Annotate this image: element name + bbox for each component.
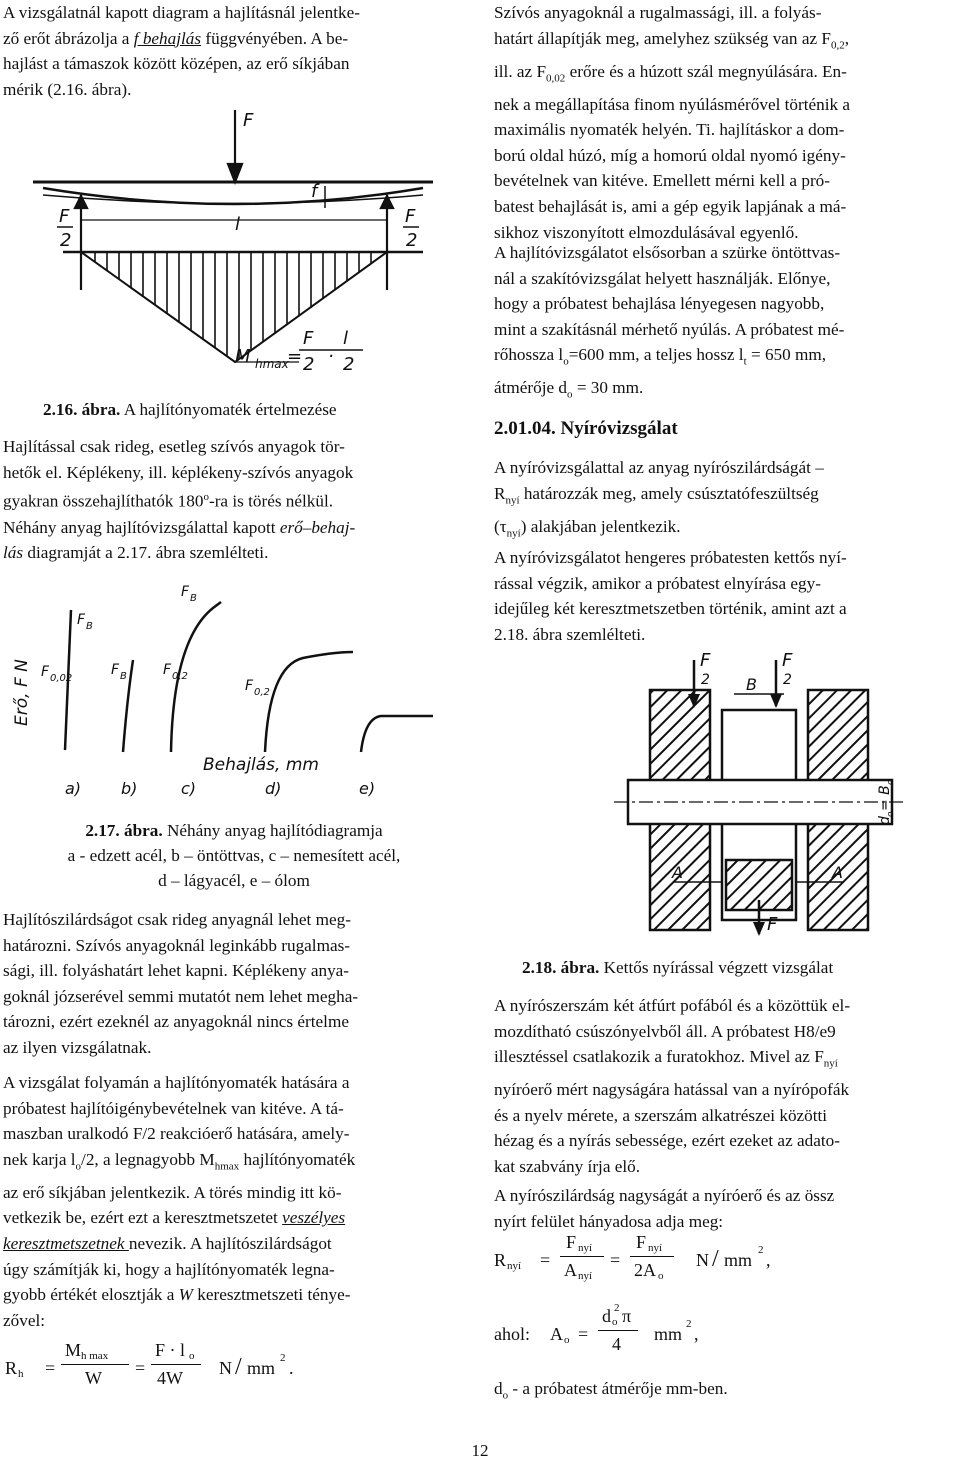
svg-text:B: B (190, 593, 197, 604)
svg-text:F: F (700, 650, 711, 671)
shear-strength-formula: R nyí = F nyí A nyí = F nyí 2A o N / mm 2 , (494, 1232, 771, 1282)
f-behajlas-term: f behajlás (133, 28, 202, 48)
intro-paragraph: A vizsgálatnál kapott diagram a hajlításnál jelentke- ző erőt ábrázolja a f behajlás függvényében. A be- hajlást a támaszok között középen, az erő síkjában mérik (2.16. ábra). (3, 3, 360, 99)
fig16-caption: 2.16. ábra. A hajlítónyomaték értelmezése (43, 400, 337, 419)
page-number: 12 (471, 1441, 489, 1460)
svg-text:o: o (886, 779, 896, 785)
section-heading: 2.01.04. Nyíróvizsgálat (494, 418, 678, 439)
paragraph-cast-iron: A hajlítóvizsgálatot elsősorban a szürke öntöttvas- nál a szakítóvizsgálat helyett használják. Előnye, hogy a próbatest behajlása lényegesen nagyobb, mint a szakításnál mérhető nyúlás. A próbatest mé- rőhossza $l_o=600$ mm, a teljes hossz $l_t = 650$ mm, átmérője $d_o = 30$ mm. (494, 243, 845, 401)
diameter-note: $d_o$ - a próbatest átmérője mm-ben. (494, 1379, 728, 1402)
paragraph-bending-materials: Hajlítással csak rideg, esetleg szívós anyagok tör- hetők el. Képlékeny, ill. képlékeny-szívós anyagok gyakran összehajlíthatók 180$^o$-ra is törés nélkül. Néhány anyag hajlítóvizsgálattal kapott erő–behaj- lás diagramját a 2.17. ábra szemlélteti. (3, 437, 356, 563)
fig18-caption: 2.18. ábra. Kettős nyírással végzett vizsgálat (522, 958, 834, 977)
svg-text:A: A (672, 863, 683, 882)
svg-text:A: A (832, 863, 843, 882)
paragraph-tough-materials: Szívós anyagoknál a rugalmassági, ill. a folyás- határt állapítják meg, amelyhez szükség van az $F_{0,2}$, ill. az $F_{0,02}$ erőre és a húzott szál megnyúlására. En- nek a megállapítása finom nyúlásmérővel történik a maximális nyomaték helyén. Ti. hajlításkor a dom- ború oldal húzó, míg a homorú oldal nyomó igény- bevételnek van kitéve. Emellett mérni kell a pró- batest behajlását is, ami a gép egyik lapjának a má- sikhoz viszonyított elmozdulásával egyenlő. (494, 3, 851, 242)
svg-text:·: · (328, 346, 334, 367)
curve-label-b: b) (121, 779, 138, 798)
svg-text:F: F (303, 328, 314, 349)
width-label: B (746, 675, 757, 694)
svg-text:B: B (86, 621, 93, 632)
svg-text:l: l (343, 328, 349, 349)
svg-text:2: 2 (303, 354, 315, 375)
bending-diagrams-figure (3, 580, 465, 810)
svg-text:F: F (767, 914, 778, 935)
curve-label-c: c) (181, 779, 197, 798)
svg-text:d: d (877, 816, 893, 825)
svg-text:F: F (782, 650, 793, 671)
x-axis-label: Behajlás, mm (203, 755, 319, 775)
paragraph-double-shear: A nyíróvizsgálatot hengeres próbatesten kettős nyí- rással végzik, amikor a próbatest elnyírása egy- idejűleg két keresztmetszetben történik, amint azt a 2.18. ábra szemlélteti. (494, 548, 847, 644)
svg-text:F: F (111, 662, 120, 678)
svg-text:F: F (59, 206, 70, 227)
svg-text:B: B (120, 671, 127, 682)
svg-text:F: F (163, 662, 172, 678)
svg-text:0,2: 0,2 (172, 671, 188, 682)
svg-text:0,2: 0,2 (254, 687, 270, 698)
svg-text:hmax: hmax (255, 357, 289, 371)
double-shear-figure (494, 650, 956, 940)
y-axis-label: Erő, F N (12, 659, 32, 726)
moment-label: M (235, 346, 251, 367)
fig17-caption: 2.17. ábra. Néhány anyag hajlítódiagramja a - edzett acél, b – öntöttvas, c – nemesített acél, d – lágyacél, e – ólom (67, 821, 401, 890)
paragraph-bending-strength: Hajlítószilárdságot csak rideg anyagnál lehet meg- határozni. Szívós anyagoknál leginkább rugalmas- sági, ill. folyáshatárt lehet kapni. Képlékeny anya- goknál józserével semmi mutatót nem lehet megha- tározni, ezért ezeknél az anyagoknál nincs értelme az ilyen vizsgálatnak. (3, 910, 359, 1057)
svg-text:0,02: 0,02 (50, 673, 73, 684)
bending-strength-formula: R h = M h max W = F · l o 4W N / mm 2 . (5, 1340, 294, 1388)
svg-text:=: = (287, 346, 303, 367)
svg-text:2: 2 (406, 230, 418, 251)
force-label: F (243, 110, 254, 131)
svg-text:F: F (181, 584, 190, 600)
paragraph-shear-strength: A nyírószilárdság nagyságát a nyíróerő és az össz nyírt felület hányadosa adja meg: (494, 1186, 835, 1231)
area-formula: ahol: A o = d o 2 π 4 mm 2 , (494, 1302, 699, 1354)
paragraph-shear-intro: A nyíróvizsgálattal az anyag nyírószilárdságát – $R_{nyí}$ határozzák meg, amely csúsztatófeszültség $(\tau_{nyí})$ alakjában jelentkezik. (494, 458, 824, 540)
curve-label-e: e) (359, 779, 376, 798)
svg-text:F: F (245, 678, 254, 694)
svg-text:2: 2 (343, 354, 355, 375)
paragraph-bending-moment: A vizsgálat folyamán a hajlítónyomaték hatására a próbatest hajlítóigénybevételnek van kitéve. A tá- maszban uralkodó F/2 reakcióerő hatására, amely- nek karja $l_o/2$, a legnagyobb $M_{hmax}$ hajlítónyomaték az erő síkjában jelentkezik. A törés mindig itt kö- vetkezik be, ezért ezt a keresztmetszetet veszélyes keresztmetszetnek nevezik. A hajlítószilárdságot úgy számítják ki, hogy a hajlítónyomaték legna- gyobb értékét elosztják a W keresztmetszeti ténye- zővel: (3, 1073, 356, 1330)
deflection-label: f (311, 181, 318, 202)
svg-text:o: o (886, 811, 896, 817)
paragraph-shear-tool: A nyírószerszám két átfúrt pofából és a közöttük el- mozdítható csúszónyelvből áll. A próbatest H8/e9 illesztéssel csatlakozik a furatokhoz. Mivel az $F_{nyí}$ nyíróerő mért nagyságára hatással van a nyírópofák és a nyelv mérete, a szerszám alkatrészei közötti hézag és a nyírás sebessége, ezért ezeket az adato- kat szabvány írja elő. (494, 996, 851, 1176)
svg-text:2: 2 (60, 230, 72, 251)
svg-text:2: 2 (783, 672, 792, 688)
span-label: l (235, 214, 241, 235)
svg-text:= B: = B (877, 785, 893, 811)
curve-label-a: a) (65, 779, 82, 798)
svg-text:F: F (41, 664, 50, 680)
svg-text:F: F (77, 612, 86, 628)
svg-text:F: F (405, 206, 416, 227)
curve-label-d: d) (265, 779, 282, 798)
bending-moment-figure (3, 100, 465, 400)
svg-text:2: 2 (701, 672, 710, 688)
